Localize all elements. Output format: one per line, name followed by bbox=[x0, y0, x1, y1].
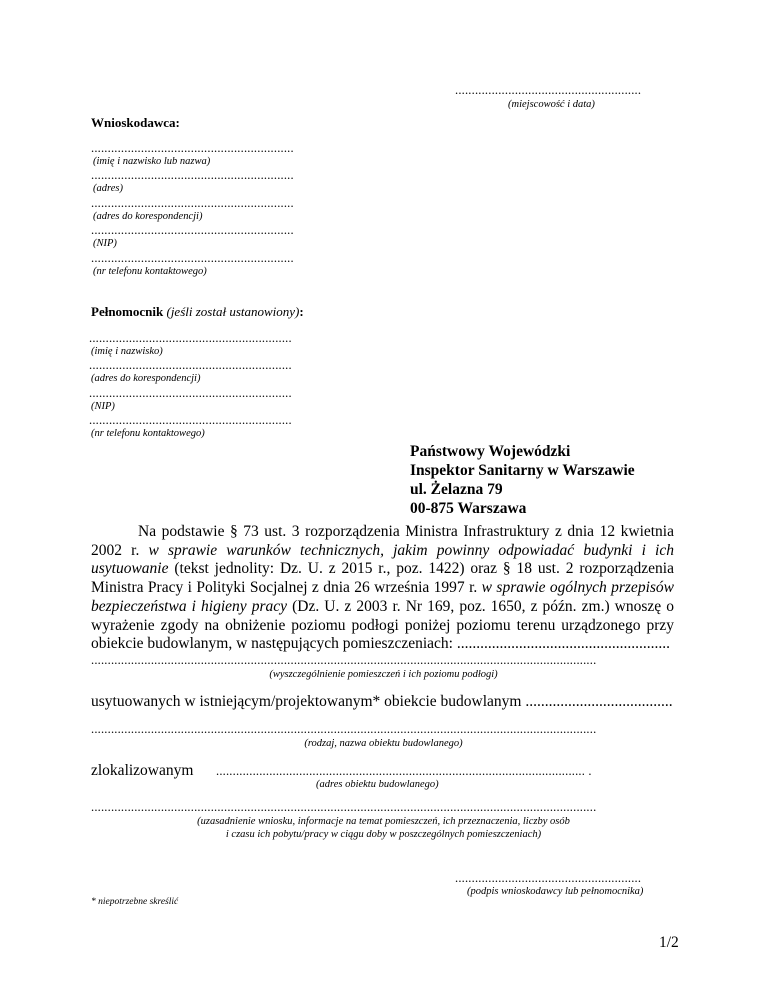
applicant-nip-dots[interactable]: ............................................................. bbox=[91, 223, 294, 237]
recipient-line-2: Inspektor Sanitarny w Warszawie bbox=[410, 462, 635, 479]
justification-caption-line-1: (uzasadnienie wniosku, informacje na temat pomieszczeń, ich przeznaczenia, liczby osób bbox=[197, 816, 570, 827]
rooms-caption: (wyszczególnienie pomieszczeń i ich poziomu podłogi) bbox=[269, 669, 498, 680]
rooms-dots[interactable]: ........................................................................................................................................................ bbox=[91, 653, 597, 667]
proxy-heading-label: Pełnomocnik bbox=[91, 304, 164, 319]
request-text-e: (Dz. U. z 2003 r. Nr 169, poz. 1650, z późn. zm.) wnoszę o wyrażenie zgody na obniżenie poziomu podłogi poniżej poziomu terenu urządzonego przy obiekcie budowlanym, w następujących pomieszczeniach: ....................................................... bbox=[91, 597, 674, 653]
request-text-d: w sprawie ogólnych przepisów bezpieczeństwa i higieny pracy bbox=[91, 579, 674, 615]
proxy-phone-dots[interactable]: ............................................................. bbox=[89, 413, 292, 427]
applicant-corr-address-caption: (adres do korespondencji) bbox=[93, 211, 203, 222]
justification-caption bbox=[91, 815, 676, 841]
recipient-block bbox=[410, 442, 635, 518]
applicant-heading: Wnioskodawca: bbox=[91, 115, 180, 130]
request-text-c: (tekst jednolity: Dz. U. z 2015 r., poz. 1422) oraz § 18 ust. 2 rozporządzenia Ministra Pracy i Polityki Socjalnej z dnia 26 września 1997 r. bbox=[91, 560, 674, 597]
building-address-caption: (adres obiektu budowlanego) bbox=[316, 779, 439, 790]
page-number: 1/2 bbox=[659, 934, 679, 951]
applicant-address-caption: (adres) bbox=[93, 183, 123, 194]
request-text-b: w sprawie warunków technicznych, jakim powinny odpowiadać budynki i ich usytuowanie bbox=[91, 541, 674, 578]
proxy-heading-colon: : bbox=[299, 304, 304, 319]
recipient-line-1: Państwowy Wojewódzki bbox=[410, 443, 571, 460]
request-text-a: Na podstawie § 73 ust. 3 rozporządzenia Ministra Infrastruktury z dnia 12 kwietnia 2002 r. bbox=[91, 523, 674, 559]
proxy-name-dots[interactable]: ............................................................. bbox=[89, 331, 292, 345]
request-paragraph bbox=[91, 523, 674, 654]
applicant-name-dots[interactable]: ............................................................. bbox=[91, 141, 294, 155]
applicant-phone-dots[interactable]: ............................................................. bbox=[91, 251, 294, 265]
proxy-corr-address-caption: (adres do korespondencji) bbox=[91, 373, 201, 384]
applicant-address-dots[interactable]: ............................................................. bbox=[91, 168, 294, 182]
building-status-line[interactable]: usytuowanych w istniejącym/projektowanym* obiekcie budowlanym ...................................... bbox=[91, 693, 673, 710]
proxy-name-caption: (imię i nazwisko) bbox=[91, 346, 163, 357]
proxy-heading-note: (jeśli został ustanowiony) bbox=[166, 304, 300, 319]
applicant-name-caption: (imię i nazwisko lub nazwa) bbox=[93, 156, 211, 167]
applicant-corr-address-dots[interactable]: ............................................................. bbox=[91, 196, 294, 210]
justification-dots[interactable]: ........................................................................................................................................................ bbox=[91, 800, 597, 814]
building-type-caption: (rodzaj, nazwa obiektu budowlanego) bbox=[304, 738, 463, 749]
proxy-nip-caption: (NIP) bbox=[91, 401, 115, 412]
building-address-dots[interactable]: ............................................................................................................... . bbox=[216, 764, 592, 778]
justification-caption-line-2: i czasu ich pobytu/pracy w ciągu doby w poszczególnych pomieszczeniach) bbox=[225, 829, 542, 840]
proxy-corr-address-dots[interactable]: ............................................................. bbox=[89, 358, 292, 372]
recipient-line-4: 00-875 Warszawa bbox=[410, 500, 527, 517]
applicant-nip-caption: (NIP) bbox=[93, 238, 117, 249]
proxy-heading bbox=[91, 304, 304, 320]
applicant-phone-caption: (nr telefonu kontaktowego) bbox=[93, 266, 207, 277]
proxy-nip-dots[interactable]: ............................................................. bbox=[89, 386, 292, 400]
recipient-line-3: ul. Żelazna 79 bbox=[410, 481, 503, 498]
place-date-caption: (miejscowość i data) bbox=[508, 99, 595, 110]
place-date-dots[interactable]: ........................................................ bbox=[455, 83, 642, 97]
proxy-phone-caption: (nr telefonu kontaktowego) bbox=[91, 428, 205, 439]
building-type-dots[interactable]: ........................................................................................................................................................ bbox=[91, 722, 597, 736]
footnote: * niepotrzebne skreślić bbox=[91, 897, 179, 907]
localized-label: zlokalizowanym bbox=[91, 762, 194, 779]
signature-dots[interactable]: ........................................................ bbox=[455, 871, 642, 885]
signature-caption: (podpis wnioskodawcy lub pełnomocnika) bbox=[467, 886, 644, 897]
